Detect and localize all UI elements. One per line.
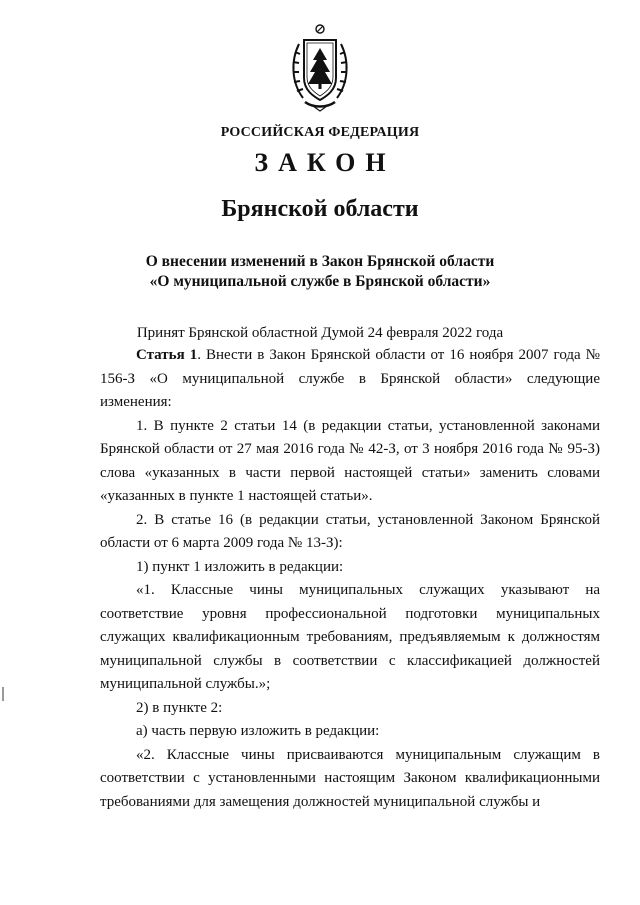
paragraph-subitem-a: а) часть первую изложить в редакции: (136, 723, 380, 739)
paragraph-subitem-2: 2) в пункте 2: (136, 699, 223, 716)
adoption-date-line: Принят Брянской областной Думой 24 февраля 2022 года (136, 325, 504, 341)
scan-margin-mark (2, 687, 4, 701)
law-title-line-2: «О муниципальной службе в Брянской области» (149, 273, 491, 290)
bryansk-coat-of-arms-icon (289, 22, 351, 112)
region-heading: Брянской области (221, 196, 419, 222)
paragraph-amendment-1: 1. В пункте 2 статьи 14 (в редакции статьи, установленной законами Брянской области от 27 мая 2016 года № 42-З, от 3 ноября 2016 года № 95-З) слова «указанных в части первой настоящей статьи» заменить словами «указанных в пункте 1 настоящей статьи». (100, 417, 600, 504)
paragraph-quote-2: «2. Классные чины присваиваются муниципальным служащим в соответствии с установленными настоящим Законом квалификационными требованиями для замещения должностей муниципальной службы и (100, 746, 600, 810)
country-heading: РОССИЙСКАЯ ФЕДЕРАЦИЯ (220, 125, 420, 140)
article-label: Статья 1 (136, 347, 198, 363)
article-1-intro: . Внести в Закон Брянской области от 16 ноября 2007 года № 156-З «О муниципальной службе в Брянской области» следующие изменения: (100, 347, 600, 410)
paragraph-subitem-1: 1) пункт 1 изложить в редакции: (136, 558, 344, 575)
paragraph-amendment-2: 2. В статье 16 (в редакции статьи, установленной Законом Брянской области от 6 марта 2009 года № 13-З): (100, 511, 600, 551)
document-type-heading: ЗАКОН (254, 148, 396, 177)
article-1-paragraph (100, 344, 600, 415)
paragraph-quote-1: «1. Классные чины муниципальных служащих указывают на соответствие уровня профессиональной подготовки муниципальных служащих квалификационным требованиям, предъявляемым к должностям муниципальной службы в соответствии с классификацией должностей муниципальной службы.»; (100, 582, 600, 692)
law-body (100, 344, 600, 814)
law-title-line-1: О внесении изменений в Закон Брянской области (145, 253, 495, 270)
